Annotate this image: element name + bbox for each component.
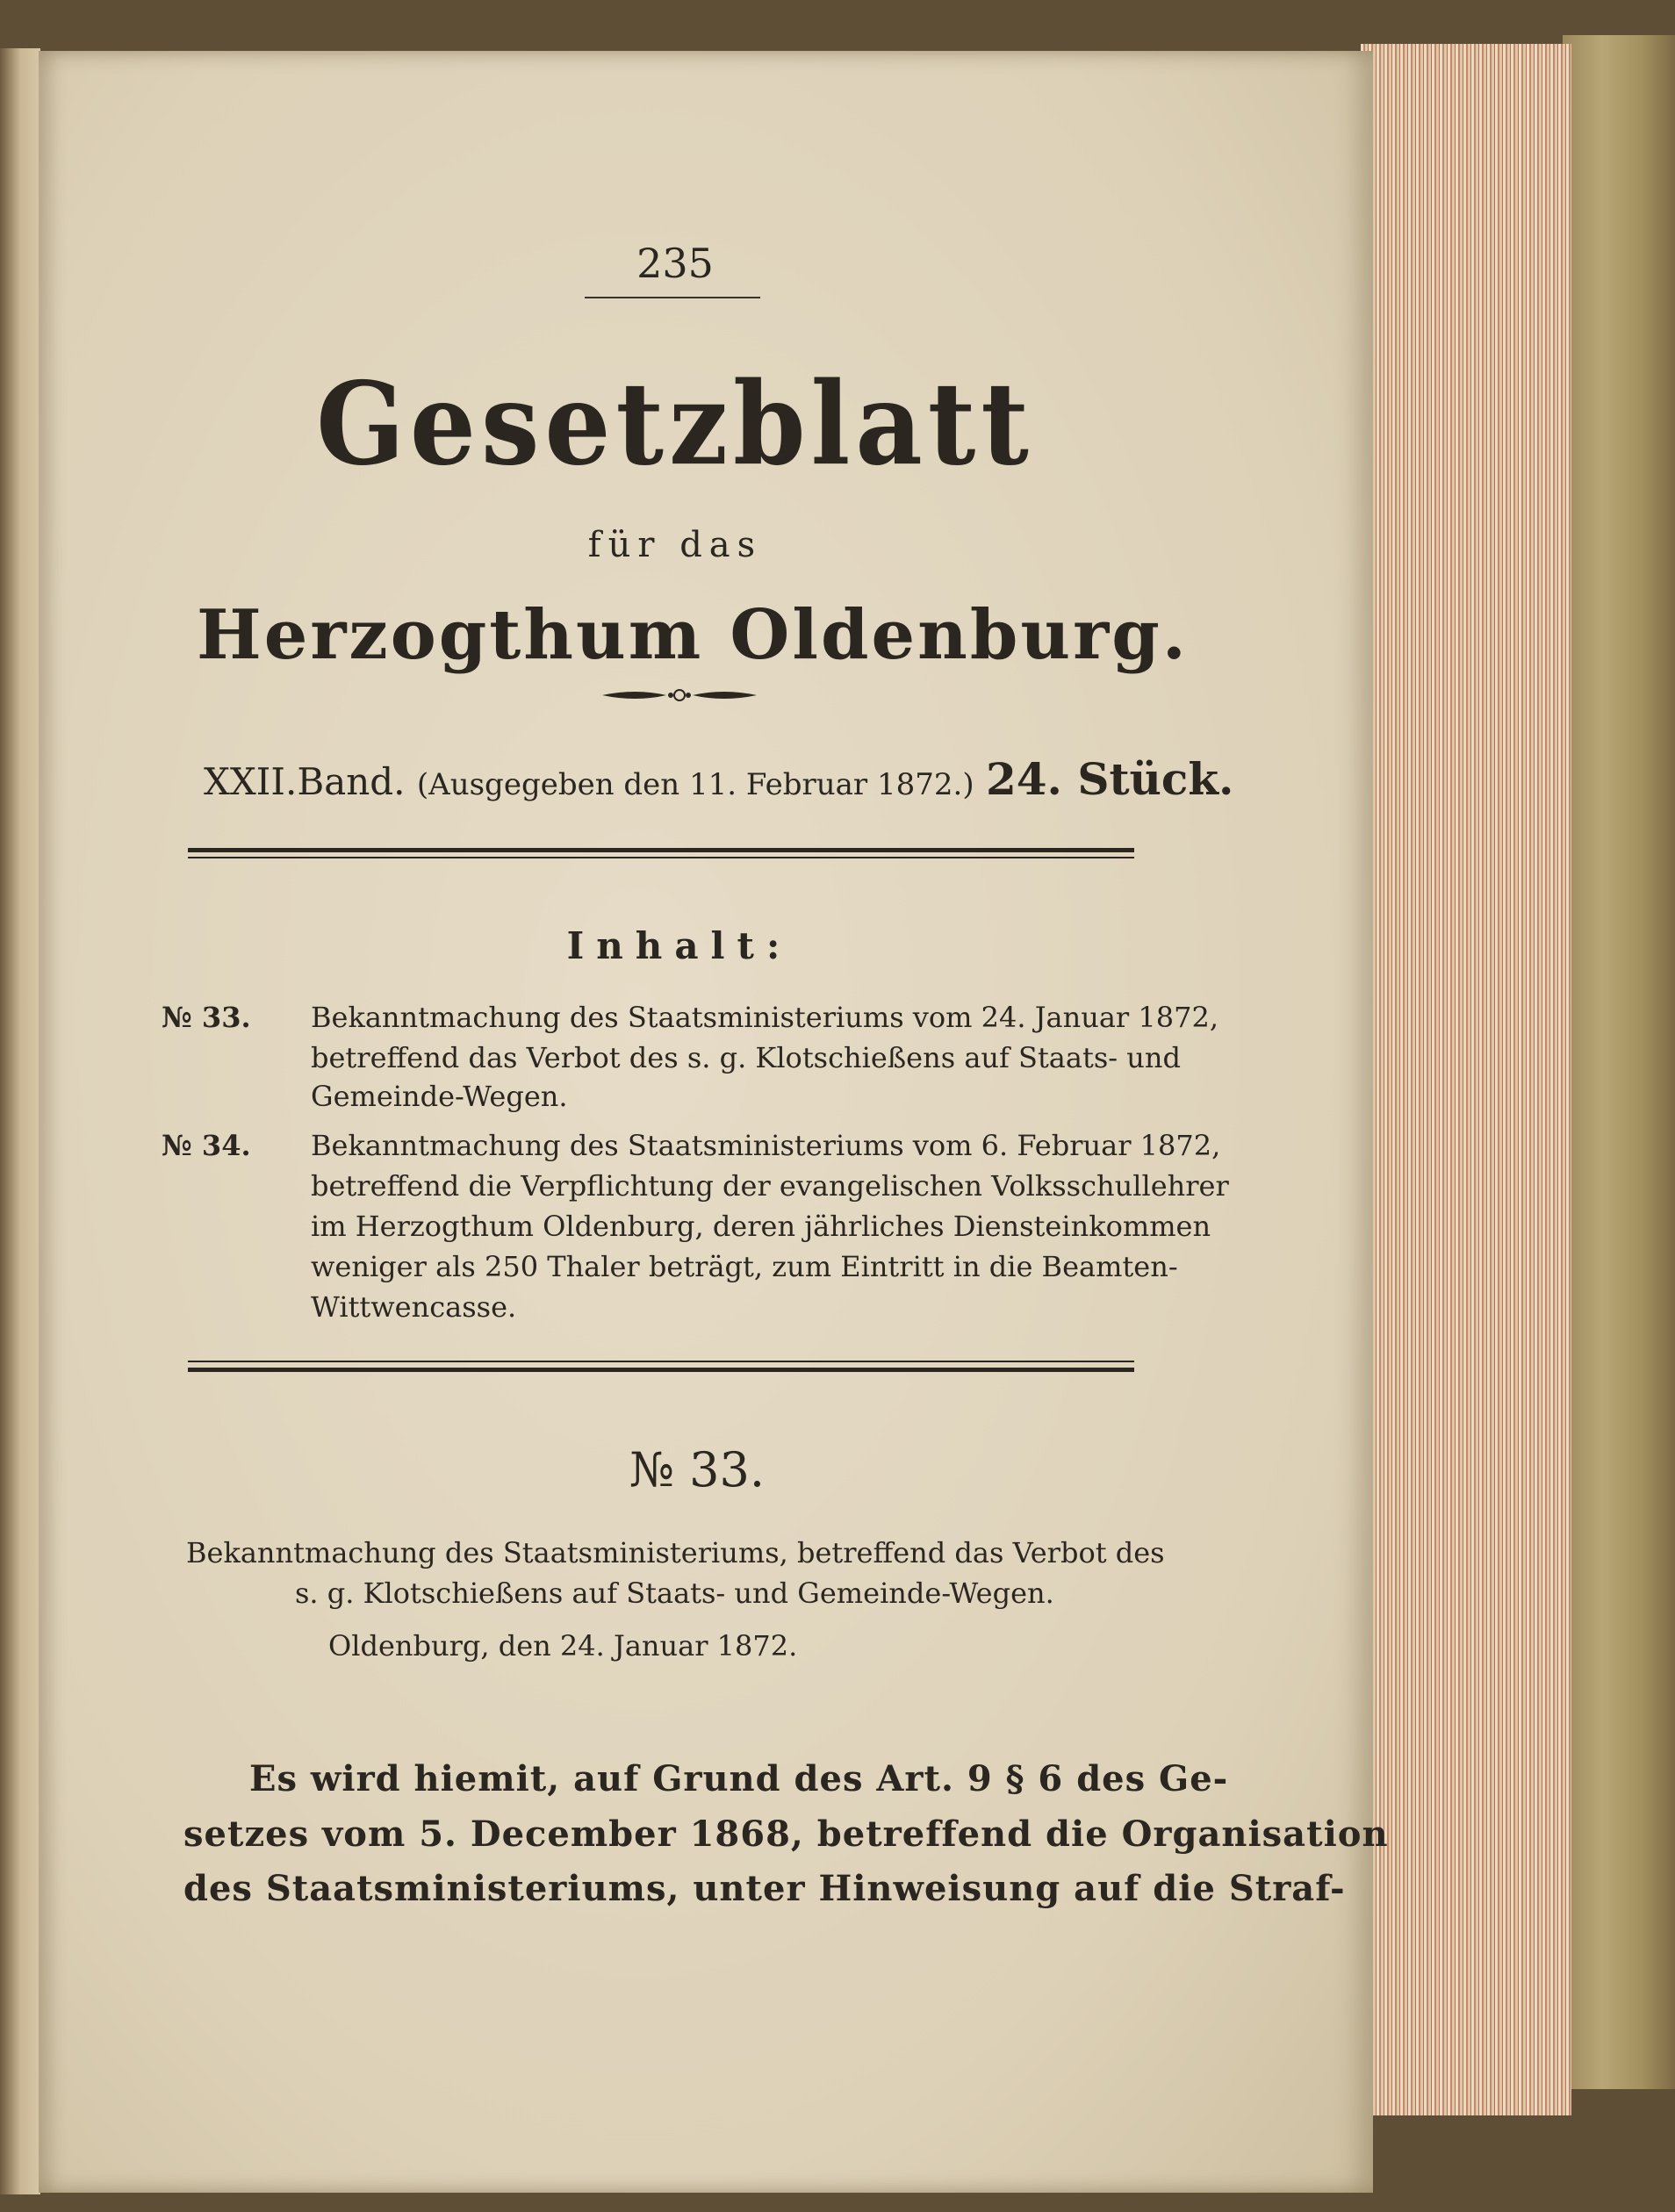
- toc-entry-34-line: im Herzogthum Oldenburg, deren jährliches Diensteinkommen: [311, 1210, 1211, 1243]
- contents-heading: Inhalt:: [566, 924, 793, 967]
- section-title-line: s. g. Klotschießens auf Staats- und Gemeinde-Wegen.: [295, 1576, 1054, 1610]
- toc-entry-33-line: Gemeinde-Wegen.: [311, 1080, 568, 1113]
- toc-entry-34-line: weniger als 250 Thaler beträgt, zum Eintritt in die Beamten-: [311, 1250, 1178, 1283]
- volume-line: [204, 753, 1233, 805]
- issue-date: (Ausgegeben den 11. Februar 1872.): [416, 767, 974, 802]
- ornament-divider: [600, 685, 758, 706]
- section-title-line: Bekanntmachung des Staatsministeriums, betreffend das Verbot des: [186, 1536, 1165, 1569]
- section-place-date: Oldenburg, den 24. Januar 1872.: [328, 1629, 798, 1663]
- piece-number: 24. Stück.: [985, 753, 1234, 805]
- left-page-edge: [0, 48, 40, 2194]
- toc-entry-34-line: Bekanntmachung des Staatsministeriums vom 6. Februar 1872,: [311, 1129, 1221, 1162]
- toc-entry-33-number: № 33.: [162, 1001, 251, 1034]
- section-number: № 33.: [629, 1442, 766, 1497]
- body-text-line: Es wird hiemit, auf Grund des Art. 9 § 6 des Ge-: [249, 1758, 1229, 1799]
- book-cover-edge: [1563, 35, 1675, 2089]
- toc-entry-34-line: Wittwencasse.: [311, 1290, 517, 1324]
- document-subtitle: für das: [587, 525, 763, 565]
- volume-label: XXII.Band.: [204, 760, 406, 803]
- document-title: Gesetzblatt: [316, 356, 1034, 491]
- page-number: 235: [636, 240, 714, 287]
- toc-entry-34-number: № 34.: [162, 1129, 251, 1162]
- toc-entry-33-line: Bekanntmachung des Staatsministeriums vom 24. Januar 1872,: [311, 1001, 1219, 1034]
- body-text-line: setzes vom 5. December 1868, betreffend die Organisation: [183, 1813, 1389, 1855]
- document-region: Herzogthum Oldenburg.: [197, 595, 1189, 675]
- body-text-line: des Staatsministeriums, unter Hinweisung auf die Straf-: [183, 1868, 1346, 1909]
- toc-entry-34-line: betreffend die Verpflichtung der evangelischen Volksschullehrer: [311, 1169, 1229, 1203]
- page-number-rule: [585, 297, 760, 298]
- page-stack-edges: [1361, 44, 1571, 2115]
- document-page: [39, 51, 1389, 2193]
- toc-entry-33-line: betreffend das Verbot des s. g. Klotschießens auf Staats- und: [311, 1041, 1181, 1074]
